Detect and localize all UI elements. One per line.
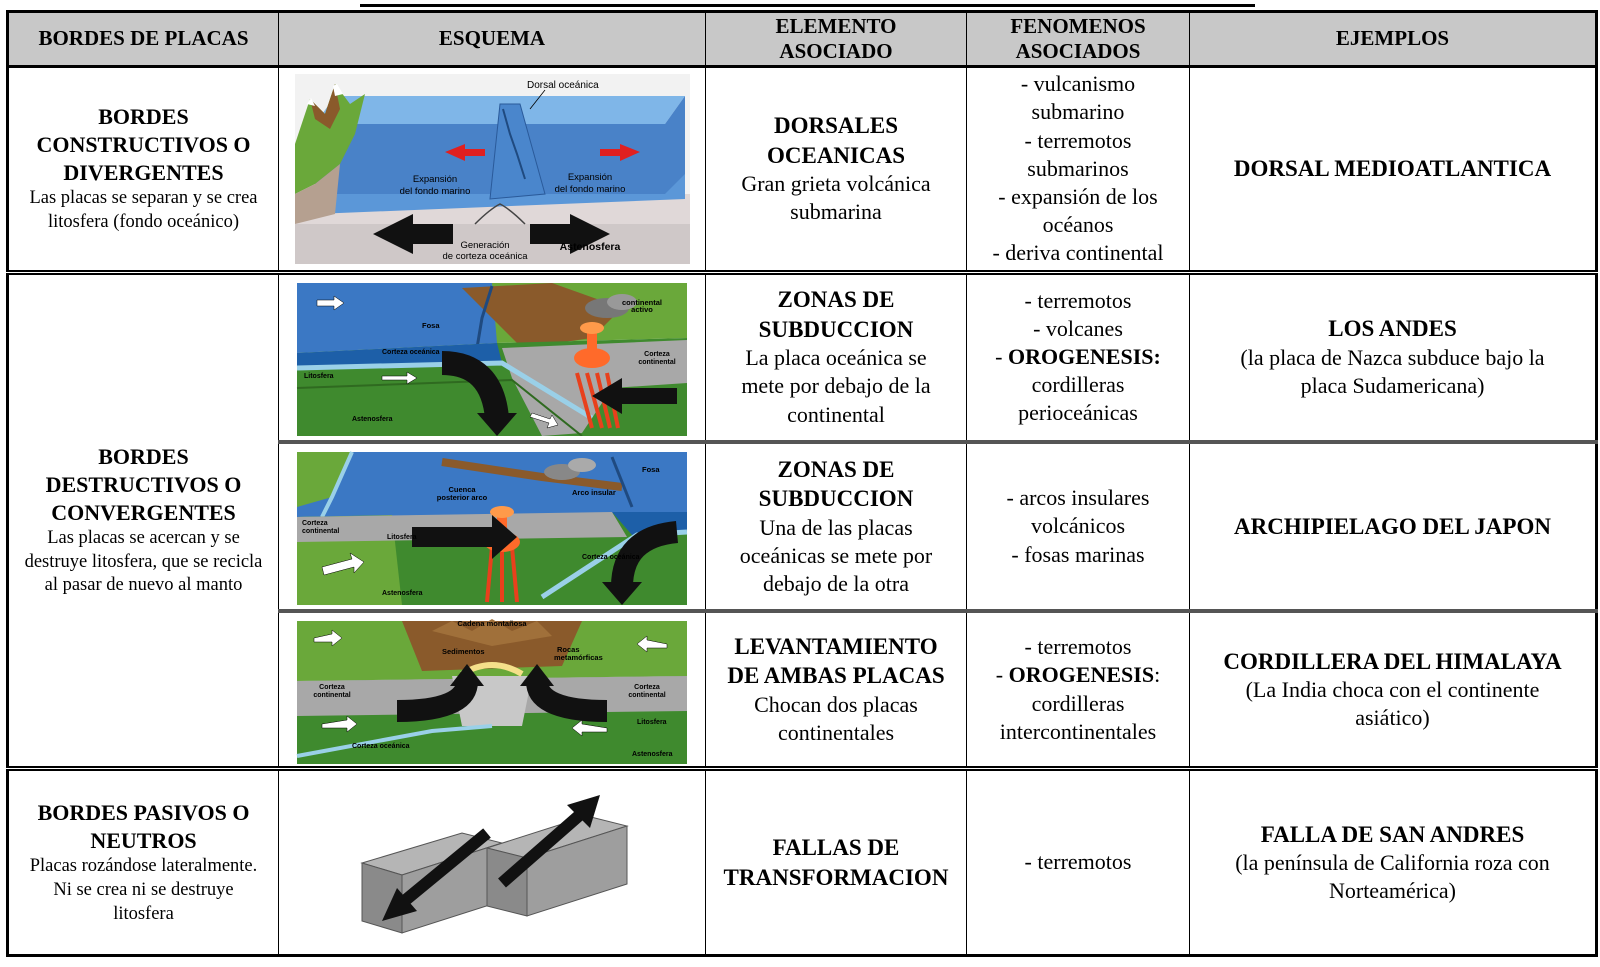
ejemplo-title: LOS ANDES <box>1328 316 1457 342</box>
schema-divergente <box>279 67 706 272</box>
schema-colision-continental <box>279 611 706 768</box>
cell-borde-destructivos <box>8 272 279 768</box>
cell-borde-constructivos <box>8 67 279 272</box>
elemento-title: LEVANTAMIENTO DE AMBAS PLACAS <box>727 634 945 689</box>
cell-elemento-subduccion-1 <box>706 272 967 442</box>
ejemplo-description: (La India choca con el continente asiático) <box>1245 677 1540 731</box>
label-corteza-oceanica: Corteza oceánica <box>582 554 640 562</box>
cell-elemento-levantamiento <box>706 611 967 768</box>
elemento-description: Una de las placas oceánicas se mete por debajo de la otra <box>739 514 933 596</box>
label-rocas: Rocas <box>557 644 580 654</box>
ejemplo-description: (la placa de Nazca subduce bajo la placa Sudamericana) <box>1240 344 1545 398</box>
label-fosa: Fosa <box>422 321 440 331</box>
ocean-ocean-subduction-diagram <box>292 447 692 605</box>
elemento-title: DORSALES OCEANICAS <box>766 113 906 168</box>
label-astenosfera: Astenosfera <box>559 240 620 253</box>
elemento-description: Gran grieta volcánica submarina <box>741 171 931 225</box>
header-ejemplos: EJEMPLOS <box>1190 12 1597 67</box>
label-expansion-left: Expansión <box>412 173 457 185</box>
label-corteza-oceanica: Corteza oceánica <box>382 349 440 357</box>
transform-fault-diagram <box>342 783 642 943</box>
label-sedimentos: Sedimentos <box>442 646 485 656</box>
borde-description: Las placas se acercan y se destruye litosfera, que se recicla al pasar de nuevo al manto <box>24 528 263 596</box>
cell-fenomenos-pasivos: - terremotos <box>967 769 1190 956</box>
ejemplo-description: (la península de California roza con Norteamérica) <box>1235 850 1550 904</box>
label-corteza-continental: Corteza <box>302 520 328 528</box>
row-pasivos <box>8 769 1597 956</box>
label-activo: activo <box>631 305 653 315</box>
borde-description: Placas rozándose lateralmente. Ni se crea ni se destruye litosfera <box>29 856 258 924</box>
header-elemento: ELEMENTO ASOCIADO <box>706 12 967 67</box>
ejemplo-title: CORDILLERA DEL HIMALAYA <box>1223 648 1562 674</box>
label-arco-insular: Arco insular <box>572 488 616 498</box>
label-generacion-2: de corteza oceánica <box>441 250 528 262</box>
top-rule <box>360 0 1255 7</box>
schema-transformante <box>279 769 706 956</box>
label-astenosfera: Astenosfera <box>382 590 423 598</box>
label-expansion-right: Expansión <box>567 171 612 183</box>
cell-fenomenos-subduccion-2: - arcos insulares volcánicos - fosas marinas <box>967 442 1190 612</box>
elemento-title: FALLAS DE TRANSFORMACION <box>723 835 949 890</box>
label-continental-right: continental <box>628 691 666 699</box>
cell-fenomenos-colision: - terremotos - OROGENESIS: cordilleras intercontinentales <box>967 611 1190 768</box>
ocean-continent-subduction-diagram <box>292 278 692 436</box>
borde-title: BORDES PASIVOS O NEUTROS <box>37 799 250 853</box>
cell-elemento-fallas <box>706 769 967 956</box>
label-corteza-right: Corteza <box>634 683 660 691</box>
label-metamorficas: metamórficas <box>554 652 603 662</box>
label-corteza-continental-2: continental <box>638 359 676 367</box>
label-posterior-arco: posterior arco <box>436 493 488 503</box>
cell-ejemplo-japon: ARCHIPIELAGO DEL JAPON <box>1190 442 1597 612</box>
header-bordes: BORDES DE PLACAS <box>8 12 279 67</box>
elemento-description: La placa oceánica se mete por debajo de la continental <box>741 345 931 427</box>
label-astenosfera: Astenosfera <box>352 416 393 424</box>
elemento-title: ZONAS DE SUBDUCCION <box>758 287 914 342</box>
cell-ejemplo-himalaya <box>1190 611 1597 768</box>
borde-description: Las placas se separan y se crea litosfera (fondo oceánico) <box>29 188 258 233</box>
label-expansion-right-2: del fondo marino <box>554 183 625 195</box>
label-fosa: Fosa <box>642 465 660 475</box>
label-continental-left: continental <box>313 691 351 699</box>
cell-fenomenos-subduccion-1: - terremotos - volcanes - OROGENESIS: cordilleras perioceánicas <box>967 272 1190 442</box>
label-expansion-left-2: del fondo marino <box>399 185 470 197</box>
label-litosfera: Litosfera <box>304 373 334 381</box>
label-corteza-continental-2: continental <box>302 528 340 536</box>
label-litosfera: Litosfera <box>637 718 667 726</box>
plate-boundaries-table <box>6 10 1598 957</box>
elemento-title: ZONAS DE SUBDUCCION <box>758 456 914 512</box>
label-litosfera: Litosfera <box>387 534 417 542</box>
ejemplo-title: FALLA DE SAN ANDRES <box>1260 821 1525 847</box>
row-constructivos <box>8 67 1597 272</box>
elemento-description: Chocan dos placas continentales <box>754 691 918 746</box>
schema-subduccion-oceanica-oceanica <box>279 442 706 612</box>
label-margen: continental <box>621 298 663 308</box>
label-corteza-continental: Corteza <box>644 351 670 359</box>
label-astenosfera: Astenosfera <box>632 750 673 758</box>
row-destructivos-1 <box>8 272 1597 442</box>
header-row <box>8 12 1597 67</box>
cell-fenomenos-constructivos: - vulcanismo submarino - terremotos submarinos - expansión de los océanos - deriva continental <box>967 67 1190 272</box>
label-cuenca: Cuenca <box>448 485 476 495</box>
cell-ejemplo-dorsal: DORSAL MEDIOATLANTICA <box>1190 67 1597 272</box>
label-dorsal: Dorsal oceánica <box>526 79 599 91</box>
continental-collision-diagram <box>292 616 692 764</box>
label-corteza-left: Corteza <box>319 683 345 691</box>
cell-ejemplo-andes <box>1190 272 1597 442</box>
label-generacion: Generación <box>459 239 510 251</box>
label-cadena: Cadena montañosa <box>457 618 527 628</box>
divergent-boundary-diagram <box>295 74 690 264</box>
cell-elemento-subduccion-2 <box>706 442 967 612</box>
header-fenomenos: FENOMENOS ASOCIADOS <box>967 12 1190 67</box>
borde-title: BORDES DESTRUCTIVOS O CONVERGENTES <box>45 443 242 525</box>
schema-subduccion-oceanica-continental <box>279 272 706 442</box>
cell-ejemplo-san-andres <box>1190 769 1597 956</box>
borde-title: BORDES CONSTRUCTIVOS O DIVERGENTES <box>36 103 251 186</box>
label-corteza-oceanica: Corteza oceánica <box>352 742 410 750</box>
cell-borde-pasivos <box>8 769 279 956</box>
cell-elemento-dorsales <box>706 67 967 272</box>
header-esquema: ESQUEMA <box>279 12 706 67</box>
